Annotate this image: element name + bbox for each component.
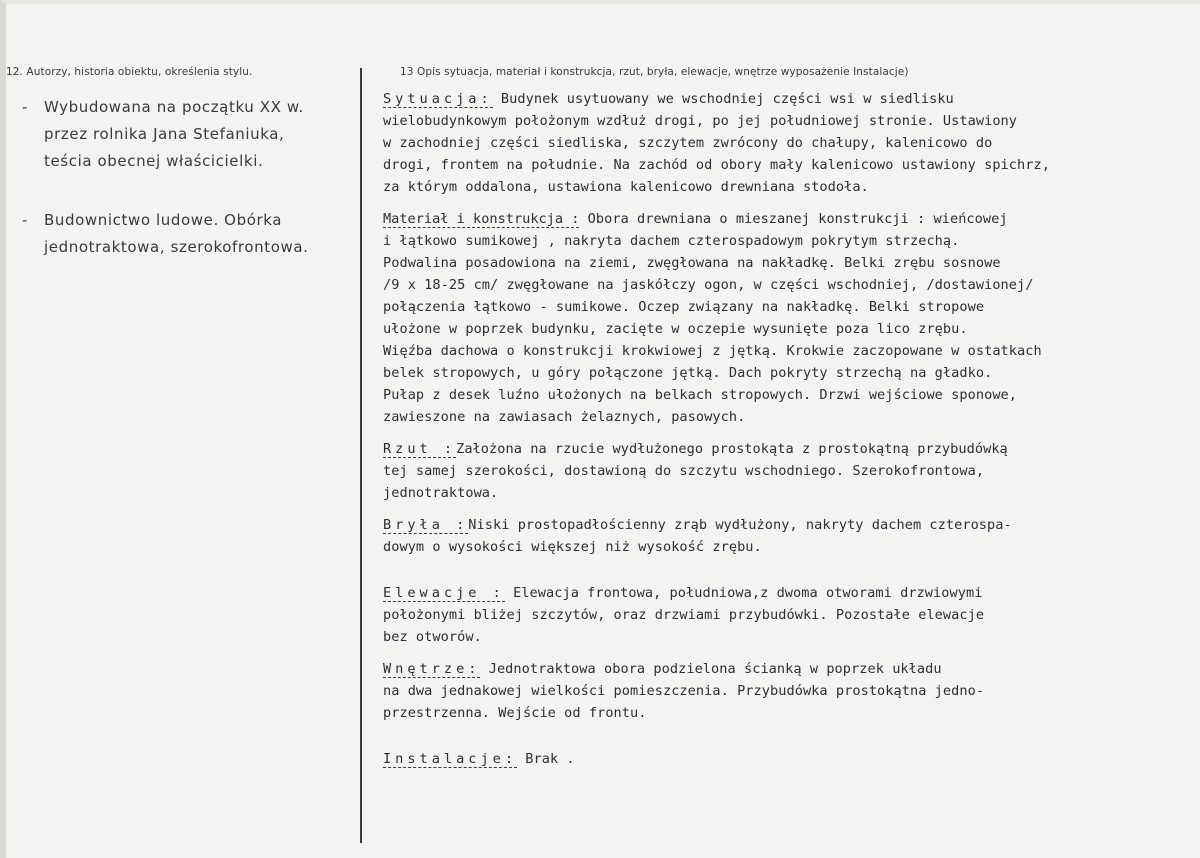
history-entry <box>22 94 352 175</box>
section-heading: Materiał i konstrukcja : <box>383 211 580 227</box>
description-column <box>383 88 1193 770</box>
bullet-dash: - <box>22 211 29 229</box>
history-line: - Wybudowana na początku XX w. <box>22 94 352 121</box>
bullet-dash: - <box>22 98 29 116</box>
section-heading: Rzut : <box>383 441 457 457</box>
style-line: - Budownictwo ludowe. Obórka <box>22 207 352 234</box>
section-heading: Wnętrze: <box>383 661 481 677</box>
section-elewacje: Elewacje : Elewacja frontowa, południowa,z dwoma otworami drzwiowymi położonymi bliżej szczytów, oraz drzwiami przybudówki. Pozostałe elewacje bez otworów. <box>383 585 985 645</box>
section-bryla: Bryła :Niski prostopadłościenny zrąb wydłużony, nakryty dachem czterospa- dowym o wysokości większej niż wysokość zrębu. <box>383 517 1012 555</box>
style-entry <box>22 207 352 261</box>
section-heading: Sytuacja: <box>383 91 493 107</box>
history-column <box>22 94 352 293</box>
section-heading: Instalacje: <box>383 751 518 767</box>
left-column-header: 12. Autorzy, historia obiektu, określenia stylu. <box>6 66 253 78</box>
section-rzut: Rzut :Założona na rzucie wydłużonego prostokąta z prostokątną przybudówką tej samej szerokości, dostawioną do szczytu wschodniego. Szerokofrontowa, jednotraktowa. <box>383 441 1008 501</box>
right-column-header: 13 Opis sytuacja, materiał i konstrukcja, rzut, bryła, elewacje, wnętrze wyposażenie Instalacje) <box>400 66 909 78</box>
section-heading: Elewacje : <box>383 585 505 601</box>
column-divider <box>360 68 362 843</box>
section-sytuacja: Sytuacja: Budynek usytuowany we wschodniej części wsi w siedlisku wielobudynkowym położonym wzdłuż drogi, po jej południowej stronie. Ustawiony w zachodniej części siedliska, szczytem zwrócony do chałupy, kalenicowo do drogi, frontem na południe. Na zachód od obory mały kalenicowo ustawiony spichrz, za którym oddalona, ustawiona kalenicowo drewniana stodoła. <box>383 91 1050 195</box>
section-instalacje: Instalacje: Brak . <box>383 751 575 767</box>
section-wnetrze: Wnętrze: Jednotraktowa obora podzielona ścianką w poprzek układu na dwa jednakowej wielkości pomieszczenia. Przybudówka prostokątna jedno- przestrzenna. Wejście od frontu. <box>383 661 985 721</box>
history-line: teścia obecnej właścicielki. <box>44 152 264 170</box>
section-heading: Bryła : <box>383 517 469 533</box>
style-line: jednotraktowa, szerokofrontowa. <box>44 238 309 256</box>
history-line: przez rolnika Jana Stefaniuka, <box>44 125 285 143</box>
section-material: Materiał i konstrukcja : Obora drewniana o mieszanej konstrukcji : wieńcowej i łątkowo sumikowej , nakryta dachem czterospadowym pokrytym strzechą. Podwalina posadowiona na ziemi, zwęgłowana na nakładkę. Belki zrębu sosnowe /9 x 18-25 cm/ zwęgłowane na jaskółczy ogon, w części wschodniej, /dostawionej/ połączenia łątkowo - sumikowe. Oczep związany na nakładkę. Belki stropowe ułożone w poprzek budynku, zacięte w oczepie wysunięte poza lico zrębu. Więźba dachowa o konstrukcji krokwiowej z jętką. Krokwie zaczopowane w ostatkach belek stropowych, u góry połączone jętką. Dach pokryty strzechą na gładko. Pułap z desek luźno ułożonych na belkach stropowych. Drzwi wejściowe sponowe, zawieszone na zawiasach żelaznych, pasowych. <box>383 211 1042 425</box>
